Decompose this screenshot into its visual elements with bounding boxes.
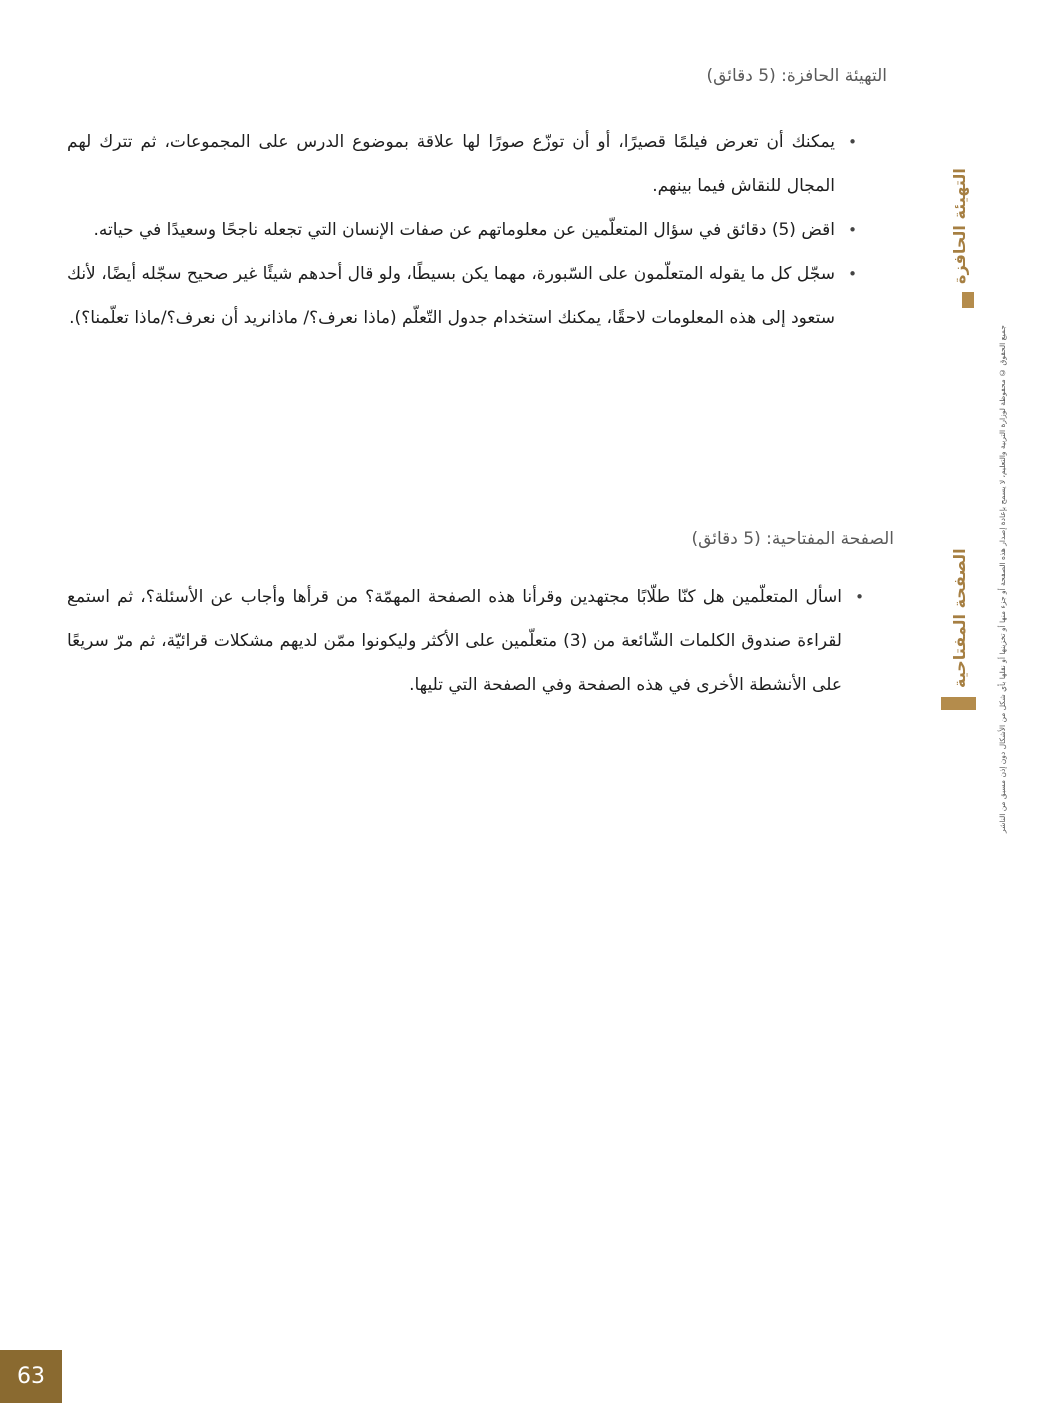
key-page-bullet-list <box>67 575 864 707</box>
page-number: 63 <box>0 1350 62 1403</box>
bullet-text: اسأل المتعلّمين هل كنّا طلّابًا مجتهدين وقرأنا هذه الصفحة المهمّة؟ من قرأها وأجاب عن الأسئلة؟، ثم استمع لقراءة صندوق الكلمات الشّائعة من (3) متعلّمين على الأكثر وليكونوا ممّن لديهم مشكلات قرائيّة، ثم مرّ سريعًا على الأنشطة الأخرى في هذه الصفحة وفي الصفحة التي تليها. <box>67 587 842 695</box>
list-item <box>67 208 857 252</box>
side-label-warmup: التهيئة الحافزة <box>950 168 969 284</box>
side-marker-warmup <box>962 292 974 308</box>
bullet-text: سجّل كل ما يقوله المتعلّمون على السّبورة، مهما يكن بسيطًا، ولو قال أحدهم شيئًا غير صحيح سجّله أيضًا، لأنك ستعود إلى هذه المعلومات لاحقًا، يمكنك استخدام جدول التّعلّم (ماذا نعرف؟/ ماذانريد أن نعرف؟/ماذا تعلّمنا؟). <box>67 264 835 328</box>
list-item <box>67 120 857 208</box>
side-marker-key-page <box>941 697 976 710</box>
bullet-text: يمكنك أن تعرض فيلمًا قصيرًا، أو أن توزّع صورًا لها علاقة بموضوع الدرس على المجموعات، ثم تترك لهم المجال للنقاش فيما بينهم. <box>67 132 835 196</box>
warmup-bullet-list <box>67 120 857 340</box>
copyright-notice: جميع الحقوق © محفوظة لوزارة التربية والتعليم، لا يسمح بإعادة إصدار هذه الصفحة أو جزء منها أو تخزينها أو نقلها بأي شكل من الأشكال دون إذن مسبق من الناشر <box>998 325 1007 833</box>
side-label-key-page: الصفحة المفتاحية <box>950 548 969 688</box>
list-item <box>67 252 857 340</box>
list-item <box>67 575 864 707</box>
section-heading-key-page: الصفحة المفتاحية: (5 دقائق) <box>691 529 894 549</box>
bullet-text: اقض (5) دقائق في سؤال المتعلّمين عن معلوماتهم عن صفات الإنسان التي تجعله ناجحًا وسعيدًا في حياته. <box>93 220 835 240</box>
section-heading-warmup: التهيئة الحافزة: (5 دقائق) <box>706 66 887 86</box>
